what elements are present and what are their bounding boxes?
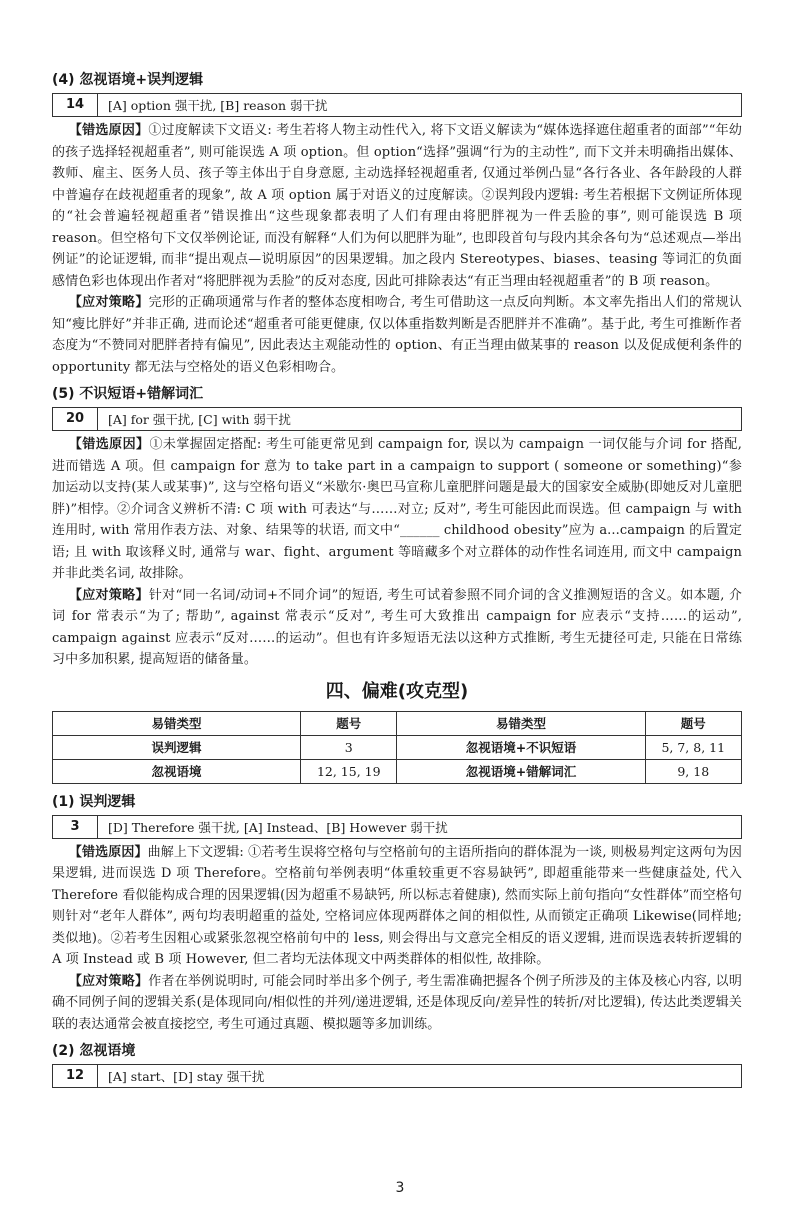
table-row xyxy=(53,759,742,783)
question-box xyxy=(52,407,742,431)
page-number: 3 xyxy=(395,1180,405,1196)
question-options: [A] start、[D] stay 强干扰 xyxy=(108,1069,265,1084)
question-box xyxy=(52,1064,742,1088)
error-type-table xyxy=(52,711,742,784)
section-title: (1) 误判逻辑 xyxy=(52,793,136,810)
question-options: [A] for 强干扰, [C] with 弱干扰 xyxy=(108,412,291,427)
paragraph-text: 针对“同一名词/动词+不同介词”的短语, 考生可试着参照不同介词的含义推测短语的含义。如本题, 介词 for 常表示“为了; 帮助”, against 常表示“反对”, 考生可大致推出 campaign for 应表示“支持……的运动”, campaign against 应表示“反对……的运动”。但也有许多短语无法以这种方式推断, 考生无捷径可走, 只能在日常练习中多加积累, 提高短语的储备量。 xyxy=(52,587,742,667)
paragraph-tag: 【错选原因】 xyxy=(68,844,148,860)
strategy-paragraph xyxy=(52,292,742,378)
section-title: (5) 不识短语+错解词汇 xyxy=(52,386,204,402)
table-cell: 忽视语境 xyxy=(53,759,301,783)
strategy-paragraph xyxy=(52,971,742,1036)
paragraph-tag: 【应对策略】 xyxy=(68,587,149,603)
table-cell: 忽视语境+错解词汇 xyxy=(397,759,645,783)
analysis-paragraph xyxy=(52,842,742,971)
analysis-paragraph xyxy=(52,434,742,585)
paragraph-tag: 【应对策略】 xyxy=(68,973,149,989)
table-header: 题号 xyxy=(645,711,741,735)
paragraph-text: 曲解上下文逻辑: ①若考生误将空格句与空格前句的主语所指向的群体混为一谈, 则极易判定这两句为因果逻辑, 进而误选 D 项 Therefore。空格前句举例表明“体重较重更不容易缺钙”, 即超重能带来一些健康益处, 代入 Therefore 看似能构成合理的因果逻辑(因为超重不易缺钙, 所以标志着健康), 然而实际上前句指向“女性群体”而空格句则针对“老年人群体”, 两句均表明超重的益处, 空格词应体现两群体之间的相似性, 从而锁定正确项 Likewise(同样地; 类似地)。②若考生因粗心或紧张忽视空格前句中的 less, 则会得出与文意完全相反的语义逻辑, 进而误选表转折逻辑的 A 项 Instead 或 B 项 However, 但二者均无法体现文中两类群体的相似性, 故排除。 xyxy=(52,844,742,967)
strategy-paragraph xyxy=(52,585,742,671)
table-cell: 误判逻辑 xyxy=(53,735,301,759)
question-options: [A] option 强干扰, [B] reason 弱干扰 xyxy=(108,98,328,113)
paragraph-tag: 【错选原因】 xyxy=(68,437,150,452)
paragraph-text: ①未掌握固定搭配: 考生可能更常见到 campaign for, 误以为 campaign 一词仅能与介词 for 搭配, 进而错选 A 项。但 campaign for 意为 to take part in a campaign to support ( someone or something)“参加运动以支持(某人或某事)”, 这与空格句语义“米歇尔·奥巴马宣称儿童肥胖问题是最大的国家安全威胁(即她反对儿童肥胖)”相悖。②介词含义辨析不清: C 项 with 可表达“与……对立; 反对”, 考生可能因此而误选。但 campaign 与 with 连用时, with 常用作表方法、对象、结果等的状语, 而文中“______ childhood obesity”应为 a...campaign 的后置定语; 且 with 取该释义时, 通常与 war、fight、argument 等暗藏多个对立群体的动作性名词连用, 而文中 campaign 并非此类名词, 故排除。 xyxy=(52,437,742,581)
section-title: (2) 忽视语境 xyxy=(52,1043,136,1059)
chapter-title: 四、偏难(攻克型) xyxy=(325,680,469,702)
table-cell: 忽视语境+不识短语 xyxy=(397,735,645,759)
question-options: [D] Therefore 强干扰, [A] Instead、[B] However 弱干扰 xyxy=(108,819,448,835)
paragraph-text: 作者在举例说明时, 可能会同时举出多个例子, 考生需准确把握各个例子所涉及的主体及核心内容, 以明确不同例子间的逻辑关系(是体现同向/相似性的并列/递进逻辑, 还是体现反向/差异性的转折/对比逻辑), 传达此类逻辑关联的表达通常会被直接挖空, 考生可通过真题、模拟题等多加训练。 xyxy=(52,973,742,1032)
table-header: 易错类型 xyxy=(53,711,301,735)
page-content xyxy=(52,70,742,1091)
paragraph-text: 完形的正确项通常与作者的整体态度相吻合, 考生可借助这一点反向判断。本文率先指出人们的常规认知“瘦比胖好”并非正确, 进而论述“超重者可能更健康, 仅以体重指数判断是否肥胖并不准确”。基于此, 考生可推断作者态度为“不赞同对肥胖者持有偏见”, 因此表达主观能动性的 option、有正当理由做某事的 reason 以及促成便利条件的 opportunity 都无法与空格处的语义色彩相吻合。 xyxy=(52,295,742,375)
table-header: 易错类型 xyxy=(397,711,645,735)
analysis-paragraph xyxy=(52,120,742,292)
table-header-row xyxy=(53,711,742,735)
table-cell: 5, 7, 8, 11 xyxy=(645,735,741,759)
question-number: 20 xyxy=(53,408,98,430)
paragraph-tag: 【错选原因】 xyxy=(68,123,149,138)
question-number: 3 xyxy=(53,816,98,838)
question-box xyxy=(52,815,742,839)
table-cell: 9, 18 xyxy=(645,759,741,783)
question-number: 14 xyxy=(53,94,98,116)
question-number: 12 xyxy=(53,1065,98,1087)
question-box xyxy=(52,93,742,117)
table-row xyxy=(53,735,742,759)
section-title: (4) 忽视语境+误判逻辑 xyxy=(52,72,204,88)
table-cell: 12, 15, 19 xyxy=(301,759,397,783)
table-cell: 3 xyxy=(301,735,397,759)
paragraph-tag: 【应对策略】 xyxy=(68,295,149,310)
paragraph-text: ①过度解读下文语义: 考生若将人物主动性代入, 将下文语义解读为“媒体选择遮住超重者的面部”“年幼的孩子选择轻视超重者”, 则可能误选 A 项 option。但 option“选择”强调“行为的主动性”, 而下文并未明确指出媒体、教师、雇主、医务人员、孩子等主体出于自身意愿, 主动选择轻视超重者, 仅通过举例凸显“各行各业、各年龄段的人群中普遍存在歧视超重者的现象”, 故 A 项 option 属于对语义的过度解读。②误判段内逻辑: 考生若根据下文例证所体现的“社会普遍轻视超重者”错误推出“这些现象都表明了人们有理由将肥胖视为一件丢脸的事”, 则可能误选 B 项 reason。但空格句下文仅举例论证, 而没有解释“人们为何以肥胖为耻”, 也即段首句与段内其余各句为“总述观点—举出例证”的论证逻辑, 而非“提出观点—说明原因”的因果逻辑。加之段内 Stereotypes、biases、teasing 等词汇的负面感情色彩也体现出作者对“将肥胖视为丢脸”的反对态度, 因此可排除表达“有正当理由轻视超重者”的 B 项 reason。 xyxy=(52,123,742,289)
table-header: 题号 xyxy=(301,711,397,735)
